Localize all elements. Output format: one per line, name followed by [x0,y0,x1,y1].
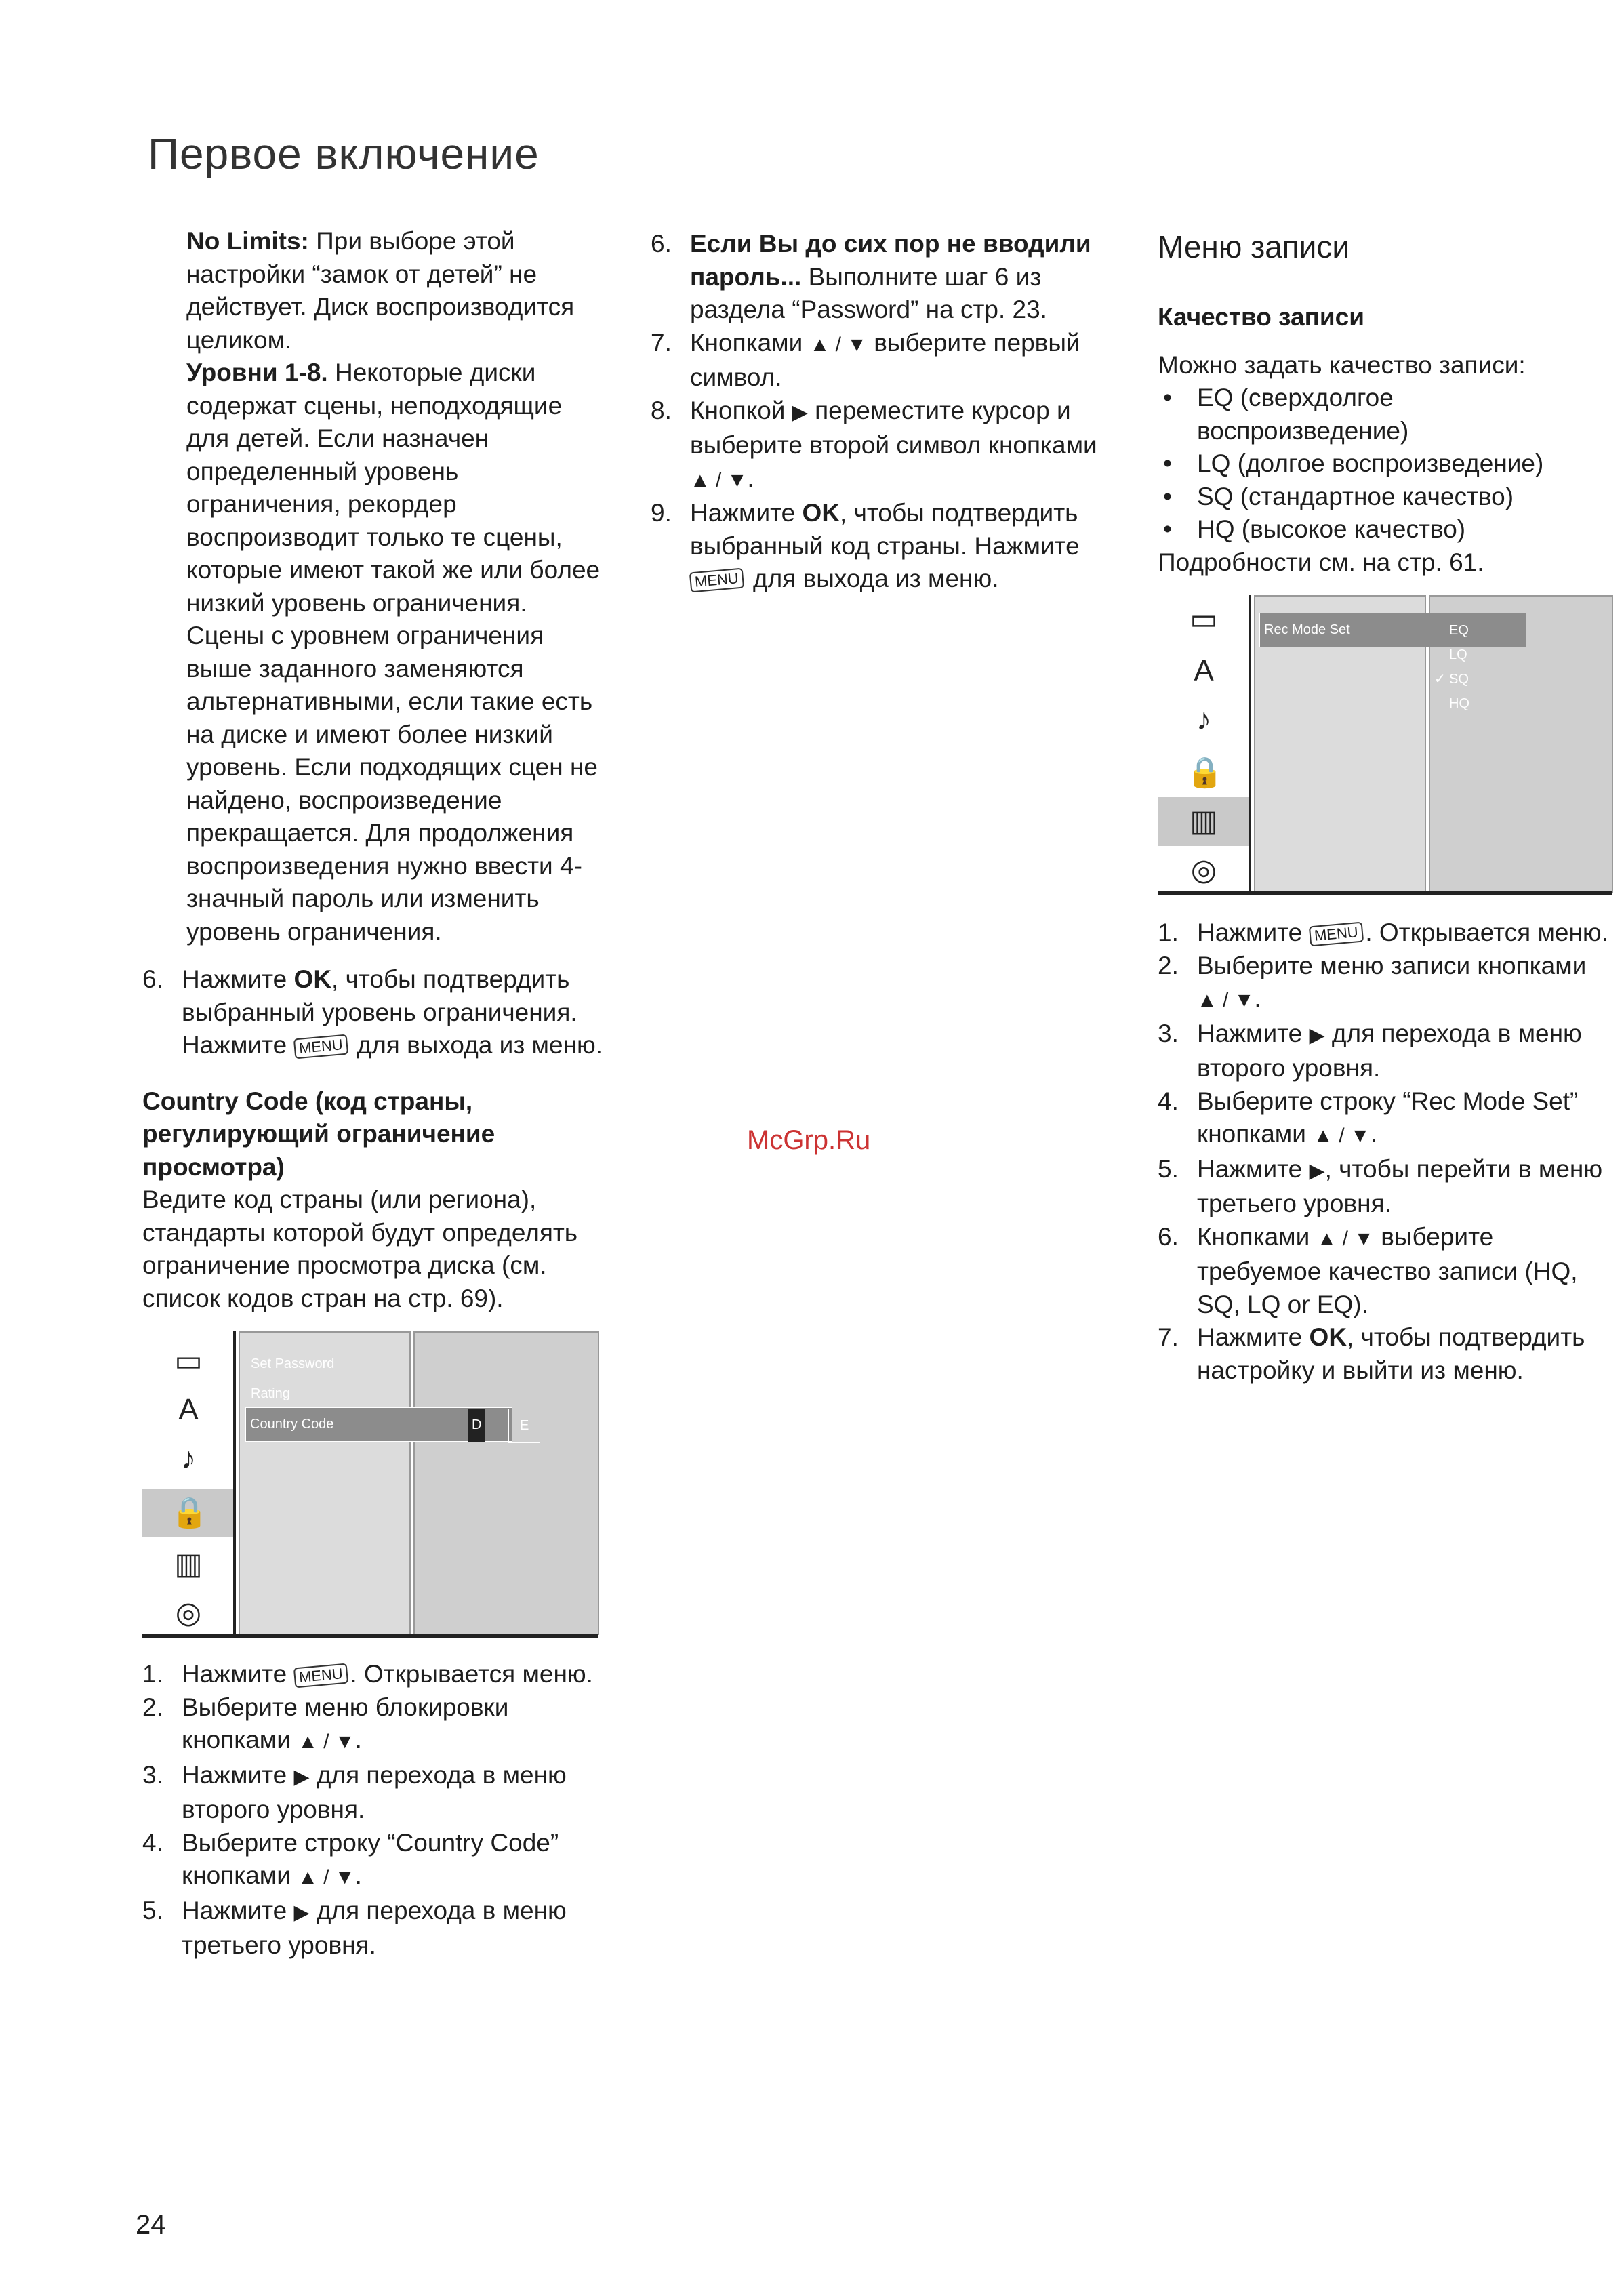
column-middle [651,228,1112,596]
list-item: 4. Выберите строку “Country Code” кнопками ▲ / ▼. [142,1828,559,1889]
list-item: 6. Кнопками ▲ / ▼ выберите требуемое качество записи (HQ, SQ, LQ or EQ). [1158,1222,1578,1318]
list-item: 5. Нажмите ▶ для перехода в меню третьего уровня. [142,1896,567,1959]
settings-disc-icon: ◎ [175,1596,202,1630]
quality-option: HQ [1449,696,1469,711]
disc-icon: ▭ [1190,603,1218,636]
column-right [1158,228,1612,1387]
menu-button-icon: MENU [293,1034,348,1059]
quality-option: SQ [1449,672,1469,687]
list-item: 3. Нажмите ▶ для перехода в меню второго уровня. [142,1760,567,1823]
menu-button-icon: MENU [293,1663,348,1689]
quality-list [1158,382,1612,546]
language-icon: A [1194,654,1214,687]
no-limits-paragraph: No Limits: При выборе этой настройки “замок от детей” не действует. Диск воспроизводится целиком. [186,227,575,354]
more-details: Подробности см. на стр. 61. [1158,548,1484,576]
record-menu-screenshot [1158,595,1612,895]
menu-item-selected: Country Code [245,1407,512,1442]
menu-item-selected: Rec Mode Set [1259,613,1526,647]
country-option: E [508,1409,540,1443]
lock-icon: 🔒 [1186,756,1223,789]
list-item: 2. Выберите меню блокировки кнопками ▲ / ▼. [142,1693,509,1754]
list-item: • HQ (высокое качество) [1158,513,1612,546]
list-item: 3. Нажмите ▶ для перехода в меню второго уровня. [1158,1019,1582,1082]
right-arrow-icon: ▶ [1309,1159,1325,1182]
audio-icon: ♪ [181,1442,196,1475]
list-item: 6. Нажмите OK, чтобы подтвердить выбранный уровень ограничения. Нажмите MENU для выхода из меню. [142,965,603,1059]
menu-item: Set Password [251,1356,335,1371]
list-item: 1. Нажмите MENU . Открывается меню. [1158,918,1608,946]
quality-option: EQ [1449,623,1469,638]
country-code-heading: Country Code (код страны, регулирующий ограничение просмотра) [142,1087,495,1181]
recording-icon: ▥ [1190,805,1218,838]
list-item: 4. Выберите строку “Rec Mode Set” кнопками ▲ / ▼. [1158,1087,1579,1148]
step-list-b [142,1658,603,1962]
list-item: 7. Кнопками ▲ / ▼ выберите первый символ. [651,328,1080,391]
recording-icon: ▥ [174,1548,203,1581]
up-down-arrows-icon: ▲ / ▼ [1316,1227,1374,1250]
list-item: 2. Выберите меню записи кнопками ▲ / ▼. [1158,951,1587,1012]
levels-paragraph: Уровни 1-8. Некоторые диски содержат сцены, неподходящие для детей. Если назначен определенный уровень ограничения, рекордер воспроизводит только те сцены, которые имеют такой же или более низкий уровень ограничения. Сцены с уровнем ограничения выше заданного заменяются альтернативными, если такие есть на диске и имеют более низкий уровень. Если подходящих сцен не найдено, воспроизведение прекращается. Для продолжения воспроизведения нужно ввести 4-значный пароль или изменить уровень ограничения. [186,359,601,946]
right-arrow-icon: ▶ [1309,1024,1325,1047]
up-down-arrows-icon: ▲ / ▼ [1313,1125,1371,1147]
step-list-a [142,963,603,1062]
menu-button-icon: MENU [1308,922,1363,947]
check-icon: ✓ [1434,672,1446,687]
page-title: Первое включение [148,129,540,178]
audio-icon: ♪ [1196,703,1211,736]
list-item: 9. Нажмите OK, чтобы подтвердить выбранный код страны. Нажмите MENU для выхода из меню. [651,499,1080,592]
step-list-d [1158,916,1612,1387]
up-down-arrows-icon: ▲ / ▼ [298,1731,355,1753]
list-item: 1. Нажмите MENU . Открывается меню. [142,1660,593,1688]
list-item: • SQ (стандартное качество) [1158,481,1612,514]
step-list-c [651,228,1112,596]
country-option: D [468,1409,485,1442]
column-left [142,225,603,1962]
list-item: • LQ (долгое воспроизведение) [1158,447,1612,481]
list-item: • EQ (сверхдолгое воспроизведение) [1158,382,1612,447]
recording-menu-heading: Меню записи [1158,229,1350,264]
language-icon: A [178,1393,199,1426]
recording-intro: Можно задать качество записи: [1158,350,1526,379]
lock-icon: 🔒 [171,1496,208,1529]
list-item: 8. Кнопкой ▶ переместите курсор и выберите второй символ кнопками ▲ / ▼. [651,396,1097,492]
right-arrow-icon: ▶ [792,401,808,424]
list-item: 6. Если Вы до сих пор не вводили пароль... Выполните шаг 6 из раздела “Password” на стр. 23. [651,230,1091,323]
up-down-arrows-icon: ▲ / ▼ [809,333,867,356]
quality-option: LQ [1449,647,1467,662]
list-item: 5. Нажмите ▶, чтобы перейти в меню третьего уровня. [1158,1154,1603,1217]
right-arrow-icon: ▶ [293,1765,310,1788]
up-down-arrows-icon: ▲ / ▼ [1197,989,1255,1011]
up-down-arrows-icon: ▲ / ▼ [690,468,748,491]
disc-icon: ▭ [174,1344,203,1377]
menu-button-icon: MENU [689,568,744,593]
menu-item: Rating [251,1386,290,1401]
lock-menu-screenshot [142,1331,598,1638]
watermark: McGrp.Ru [747,1125,871,1155]
page-number: 24 [136,2210,166,2240]
up-down-arrows-icon: ▲ / ▼ [298,1866,355,1888]
settings-disc-icon: ◎ [1190,853,1217,887]
right-arrow-icon: ▶ [293,1901,310,1924]
list-item: 7. Нажмите OK, чтобы подтвердить настройку и выйти из меню. [1158,1323,1585,1384]
country-code-text: Ведите код страны (или региона), стандарты которой будут определять ограничение просмотра диска (см. список кодов стран на стр. 69). [142,1186,578,1312]
recording-quality-heading: Качество записи [1158,303,1364,331]
